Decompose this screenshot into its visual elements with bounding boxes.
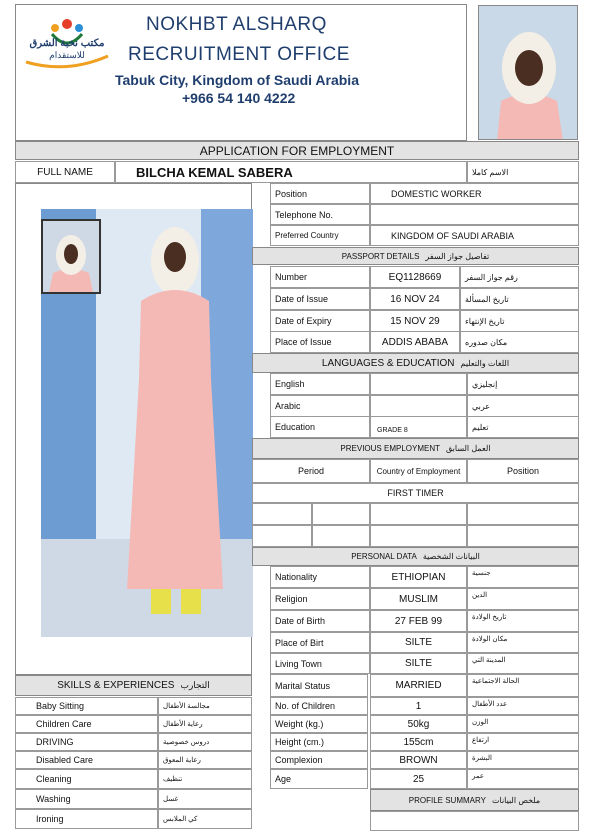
employment-empty-1c bbox=[370, 503, 467, 525]
languages-title: LANGUAGES & EDUCATION bbox=[321, 357, 455, 369]
skill-row-ar: مجالسة الأطفال bbox=[158, 697, 252, 715]
application-title bbox=[15, 141, 579, 160]
personal-row-ar: الحالة الاجتماعية bbox=[467, 674, 579, 697]
personal-title: PERSONAL DATA bbox=[351, 552, 417, 561]
personal-row-value: 25 bbox=[370, 769, 467, 789]
skill-row-label: Children Care bbox=[15, 715, 158, 733]
languages-header bbox=[252, 353, 579, 373]
personal-row-ar: ارتفاع bbox=[467, 733, 579, 751]
personal-row-label: Marital Status bbox=[270, 674, 368, 697]
employment-header bbox=[252, 438, 579, 459]
personal-row-label: Religion bbox=[270, 588, 370, 610]
personal-row-value: 155cm bbox=[370, 733, 467, 751]
full-name-label-ar: الاسم كاملا bbox=[467, 161, 579, 183]
passport-header bbox=[252, 247, 579, 265]
passport-row-ar: رقم جواز السفر bbox=[460, 266, 579, 288]
skill-row-ar: دروس خصوصية bbox=[158, 733, 252, 751]
position-label: Position bbox=[270, 183, 370, 204]
language-row-value bbox=[370, 395, 467, 417]
skill-row-ar: تنظيف bbox=[158, 769, 252, 789]
office-city: Tabuk City, Kingdom of Saudi Arabia bbox=[115, 72, 359, 88]
skill-row-label: Ironing bbox=[15, 809, 158, 829]
skills-header bbox=[15, 675, 252, 696]
personal-row-value: 1 bbox=[370, 697, 467, 715]
personal-row-ar: الوزن bbox=[467, 715, 579, 733]
personal-row-value: 50kg bbox=[370, 715, 467, 733]
personal-row-ar: الدين bbox=[467, 588, 579, 610]
personal-row-ar: تاريخ الولادة bbox=[467, 610, 579, 632]
skill-row-ar: غسل bbox=[158, 789, 252, 809]
language-row-value: GRADE 8 bbox=[370, 416, 467, 438]
office-phone: +966 54 140 4222 bbox=[182, 90, 296, 106]
skill-row-ar: رعاية الأطفال bbox=[158, 715, 252, 733]
passport-row-ar: مكان صدوره bbox=[460, 331, 579, 353]
skill-row-label: Disabled Care bbox=[15, 751, 158, 769]
office-name: RECRUITMENT OFFICE bbox=[128, 44, 350, 65]
personal-row-label: Nationality bbox=[270, 566, 370, 588]
country-label: Preferred Country bbox=[270, 225, 370, 246]
passport-row-label: Place of Issue bbox=[270, 331, 370, 353]
portrait-photo bbox=[478, 5, 578, 140]
personal-row-value: BROWN bbox=[370, 751, 467, 769]
personal-row-ar: عدد الأطفال bbox=[467, 697, 579, 715]
employment-col-position: Position bbox=[467, 459, 579, 483]
telephone-value bbox=[370, 204, 579, 225]
passport-row-ar: تاريخ الإنتهاء bbox=[460, 310, 579, 332]
employment-title-ar: العمل السابق bbox=[446, 444, 491, 453]
personal-row-ar: عمر bbox=[467, 769, 579, 789]
language-row-label: Education bbox=[270, 416, 370, 438]
small-portrait-photo bbox=[41, 219, 101, 294]
skill-row-label: Cleaning bbox=[15, 769, 158, 789]
personal-row-label: Complexion bbox=[270, 751, 368, 769]
passport-row-value: 15 NOV 29 bbox=[370, 310, 460, 332]
small-portrait-icon bbox=[43, 221, 99, 292]
profile-summary-title-ar: ملخص البيانات bbox=[491, 795, 541, 805]
personal-row-ar: المدينة التي bbox=[467, 653, 579, 674]
logo-text-1: مكتب نخبة الشرق bbox=[29, 38, 105, 49]
skill-row-label: Baby Sitting bbox=[15, 697, 158, 715]
employment-title: PREVIOUS EMPLOYMENT bbox=[340, 444, 440, 453]
personal-row-ar: مكان الولادة bbox=[467, 632, 579, 653]
skills-title-ar: التجارب bbox=[180, 680, 210, 690]
language-row-label: English bbox=[270, 373, 370, 395]
company-logo bbox=[22, 12, 112, 70]
passport-row-label: Number bbox=[270, 266, 370, 288]
personal-row-label: Date of Birth bbox=[270, 610, 370, 632]
employment-note: FIRST TIMER bbox=[252, 483, 579, 503]
skills-title: SKILLS & EXPERIENCES bbox=[57, 680, 175, 691]
employment-empty-2d bbox=[467, 525, 579, 547]
full-name-label: FULL NAME bbox=[15, 161, 115, 183]
personal-row-label: Place of Birt bbox=[270, 632, 370, 653]
personal-row-label: Height (cm.) bbox=[270, 733, 368, 751]
skill-row-ar: رعاية المعوق bbox=[158, 751, 252, 769]
employment-empty-1b bbox=[312, 503, 370, 525]
employment-col-country: Country of Employment bbox=[370, 459, 467, 483]
skill-row-label: DRIVING bbox=[15, 733, 158, 751]
profile-summary-body bbox=[370, 811, 579, 831]
employment-empty-2b bbox=[312, 525, 370, 547]
language-row-value bbox=[370, 373, 467, 395]
passport-row-label: Date of Expiry bbox=[270, 310, 370, 332]
telephone-label: Telephone No. bbox=[270, 204, 370, 225]
language-row-ar: تعليم bbox=[467, 416, 579, 438]
passport-title-ar: تفاصيل جواز السفر bbox=[425, 251, 490, 261]
employment-empty-2c bbox=[370, 525, 467, 547]
personal-row-label: Living Town bbox=[270, 653, 370, 674]
personal-row-value: SILTE bbox=[370, 632, 467, 653]
passport-row-value: EQ1128669 bbox=[370, 266, 460, 288]
logo-text-2: للاستقدام bbox=[49, 50, 85, 60]
personal-row-value: MUSLIM bbox=[370, 588, 467, 610]
language-row-ar: عربي bbox=[467, 395, 579, 417]
personal-title-ar: البيانات الشخصية bbox=[422, 552, 480, 561]
employment-empty-2a bbox=[252, 525, 312, 547]
employment-empty-1a bbox=[252, 503, 312, 525]
personal-row-value: SILTE bbox=[370, 653, 467, 674]
position-value: DOMESTIC WORKER bbox=[370, 183, 579, 204]
personal-row-label: Weight (kg.) bbox=[270, 715, 368, 733]
passport-title: PASSPORT DETAILS bbox=[341, 251, 420, 261]
profile-summary-title: PROFILE SUMMARY bbox=[408, 795, 486, 805]
personal-row-ar: جنسية bbox=[467, 566, 579, 588]
personal-row-label: Age bbox=[270, 769, 368, 789]
passport-row-value: 16 NOV 24 bbox=[370, 288, 460, 310]
personal-header bbox=[252, 547, 579, 566]
languages-title-ar: اللغات والتعليم bbox=[460, 358, 510, 368]
skill-row-ar: كي الملابس bbox=[158, 809, 252, 829]
country-value: KINGDOM OF SAUDI ARABIA bbox=[370, 225, 579, 246]
language-row-label: Arabic bbox=[270, 395, 370, 417]
skill-row-label: Washing bbox=[15, 789, 158, 809]
application-title-text: APPLICATION FOR EMPLOYMENT bbox=[199, 143, 395, 158]
employment-empty-1d bbox=[467, 503, 579, 525]
passport-row-value: ADDIS ABABA bbox=[370, 331, 460, 353]
language-row-ar: إنجليزي bbox=[467, 373, 579, 395]
personal-row-value: MARRIED bbox=[370, 674, 467, 697]
employment-col-period: Period bbox=[252, 459, 370, 483]
personal-row-value: 27 FEB 99 bbox=[370, 610, 467, 632]
full-name-value: BILCHA KEMAL SABERA bbox=[115, 161, 467, 183]
company-name: NOKHBT ALSHARQ bbox=[146, 14, 327, 35]
personal-row-label: No. of Children bbox=[270, 697, 368, 715]
profile-summary-header bbox=[370, 789, 579, 811]
personal-row-value: ETHIOPIAN bbox=[370, 566, 467, 588]
passport-row-ar: تاريخ المسألة bbox=[460, 288, 579, 310]
personal-row-ar: البشرة bbox=[467, 751, 579, 769]
portrait-icon bbox=[479, 6, 578, 140]
passport-row-label: Date of Issue bbox=[270, 288, 370, 310]
